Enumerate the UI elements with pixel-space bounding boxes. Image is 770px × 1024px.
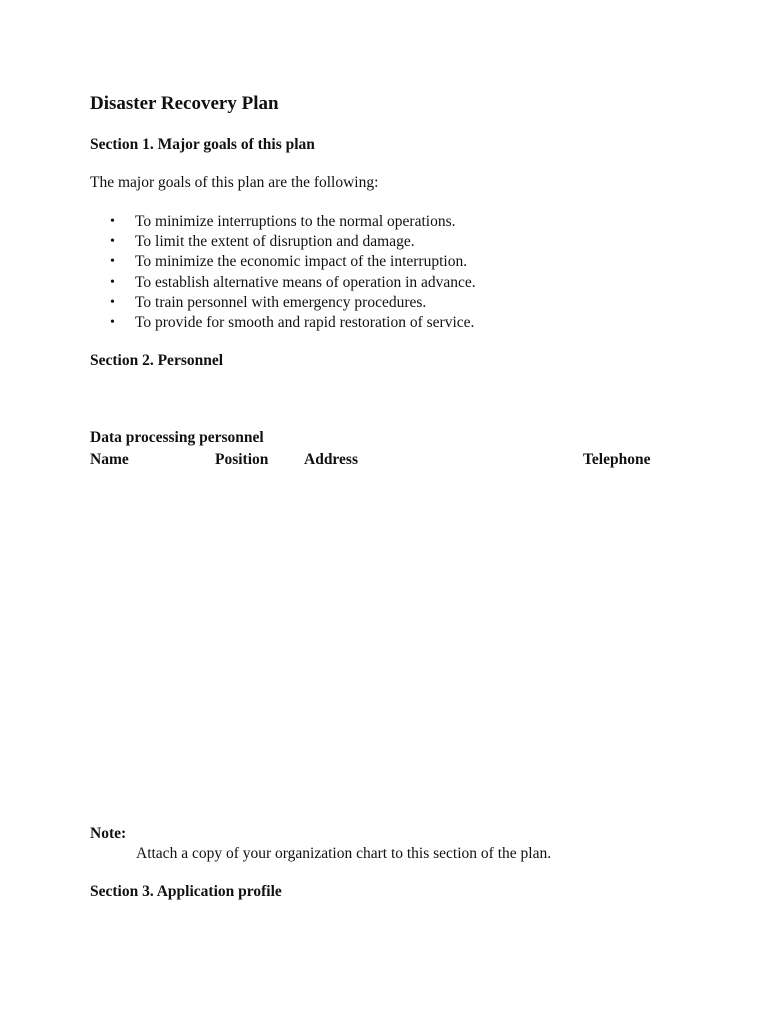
document-title: Disaster Recovery Plan xyxy=(90,93,279,114)
column-header-name: Name xyxy=(90,451,129,468)
goals-list xyxy=(108,212,476,333)
bullet-icon: • xyxy=(110,315,115,331)
section-1-intro: The major goals of this plan are the following: xyxy=(90,174,379,191)
bullet-icon: • xyxy=(110,274,115,290)
column-header-address: Address xyxy=(304,451,358,468)
list-item: • To train personnel with emergency procedures. xyxy=(108,293,476,313)
bullet-icon: • xyxy=(110,254,115,270)
list-item: • To limit the extent of disruption and damage. xyxy=(108,232,476,252)
section-3-heading: Section 3. Application profile xyxy=(90,883,282,900)
section-1-heading: Section 1. Major goals of this plan xyxy=(90,136,315,153)
column-header-telephone: Telephone xyxy=(583,451,651,468)
bullet-icon: • xyxy=(110,234,115,250)
bullet-icon: • xyxy=(110,294,115,310)
list-item: • To provide for smooth and rapid restoration of service. xyxy=(108,313,476,333)
personnel-table-title: Data processing personnel xyxy=(90,429,264,446)
column-header-position: Position xyxy=(215,451,269,468)
note-label: Note: xyxy=(90,825,127,842)
list-item: • To establish alternative means of operation in advance. xyxy=(108,273,476,293)
bullet-icon: • xyxy=(110,214,115,229)
note-text: Attach a copy of your organization chart to this section of the plan. xyxy=(136,845,552,862)
list-item: • To minimize the economic impact of the interruption. xyxy=(108,252,476,272)
section-2-heading: Section 2. Personnel xyxy=(90,352,224,369)
list-item: • To minimize interruptions to the normal operations. xyxy=(108,212,476,232)
